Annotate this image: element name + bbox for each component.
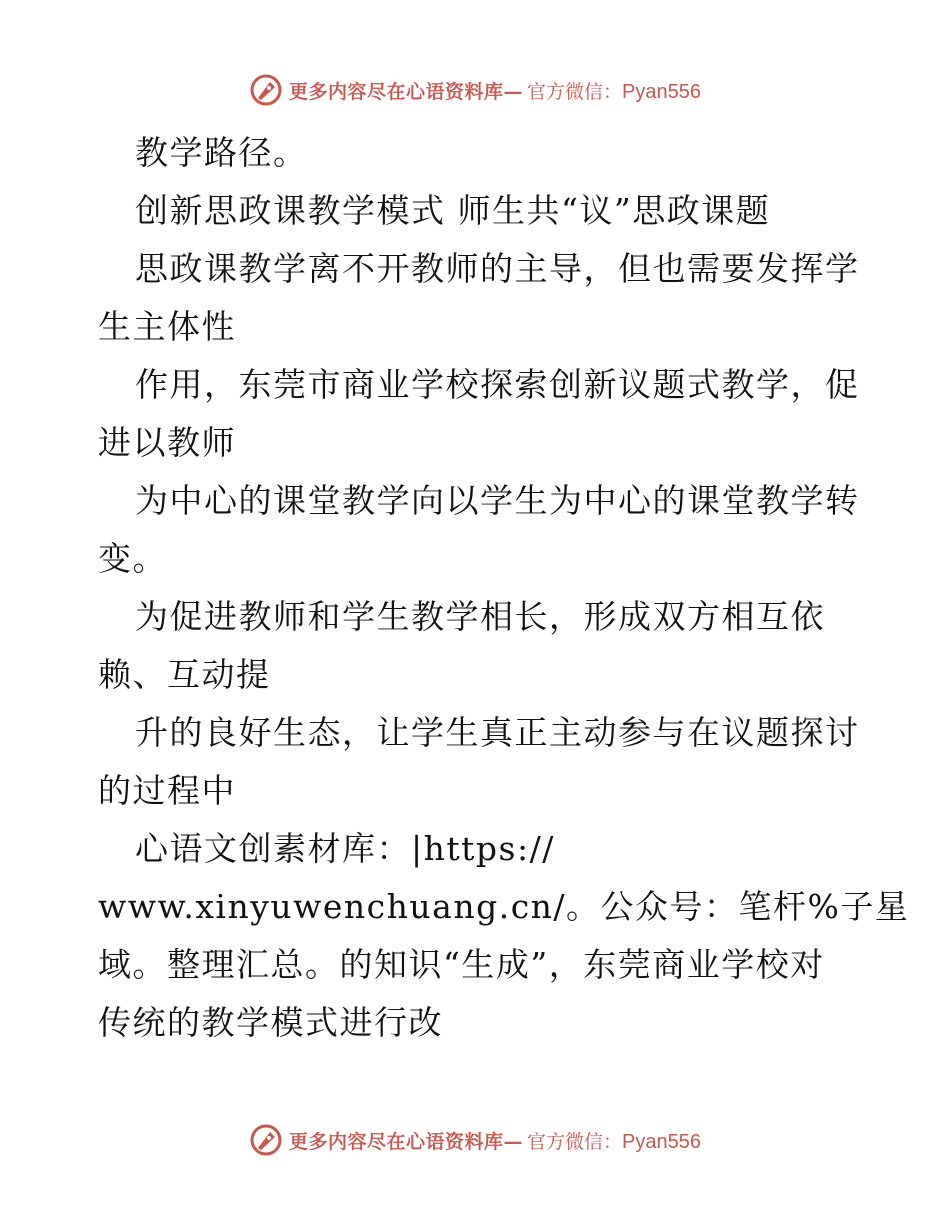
footer-banner bbox=[0, 1122, 950, 1158]
body-line: 思政课教学离不开教师的主导，但也需要发挥学 bbox=[135, 249, 860, 288]
body-line: www.xinyuwenchuang.cn/。公众号：笔杆%子星 bbox=[98, 887, 910, 926]
body-line: 域。整理汇总。的知识“生成”，东莞商业学校对 bbox=[98, 945, 825, 984]
body-line: 赖、互动提 bbox=[98, 655, 271, 694]
body-line: 教学路径。 bbox=[135, 133, 308, 172]
pen-nib-logo-icon bbox=[249, 1123, 283, 1157]
body-line: 生主体性 bbox=[98, 307, 236, 346]
body-line: 为中心的课堂教学向以学生为中心的课堂教学转 bbox=[135, 481, 860, 520]
body-line: 升的良好生态，让学生真正主动参与在议题探讨 bbox=[135, 713, 860, 752]
pen-nib-logo-icon bbox=[249, 73, 283, 107]
banner-title: 更多内容尽在心语资料库— bbox=[289, 1130, 524, 1153]
wechat-label-text: 官方微信： bbox=[527, 1130, 623, 1153]
banner-title: 更多内容尽在心语资料库— bbox=[289, 80, 524, 103]
body-line: 传统的教学模式进行改 bbox=[98, 1003, 443, 1042]
body-line: 变。 bbox=[98, 539, 167, 578]
wechat-label-text: 官方微信： bbox=[527, 80, 623, 103]
header-banner bbox=[0, 72, 950, 108]
wechat-id: Pyan556 bbox=[622, 1130, 701, 1153]
body-line: 心语文创素材库：|https:// bbox=[135, 829, 555, 868]
body-line: 的过程中 bbox=[98, 771, 236, 810]
body-line: 进以教师 bbox=[98, 423, 236, 462]
banner-wechat-label bbox=[527, 77, 701, 104]
document-body bbox=[98, 124, 910, 1052]
body-line: 作用，东莞市商业学校探索创新议题式教学，促 bbox=[135, 365, 860, 404]
banner-wechat-label bbox=[527, 1127, 701, 1154]
body-line: 为促进教师和学生教学相长，形成双方相互依 bbox=[135, 597, 825, 636]
wechat-id: Pyan556 bbox=[622, 80, 701, 103]
body-line: 创新思政课教学模式 师生共“议”思政课题 bbox=[135, 191, 771, 230]
